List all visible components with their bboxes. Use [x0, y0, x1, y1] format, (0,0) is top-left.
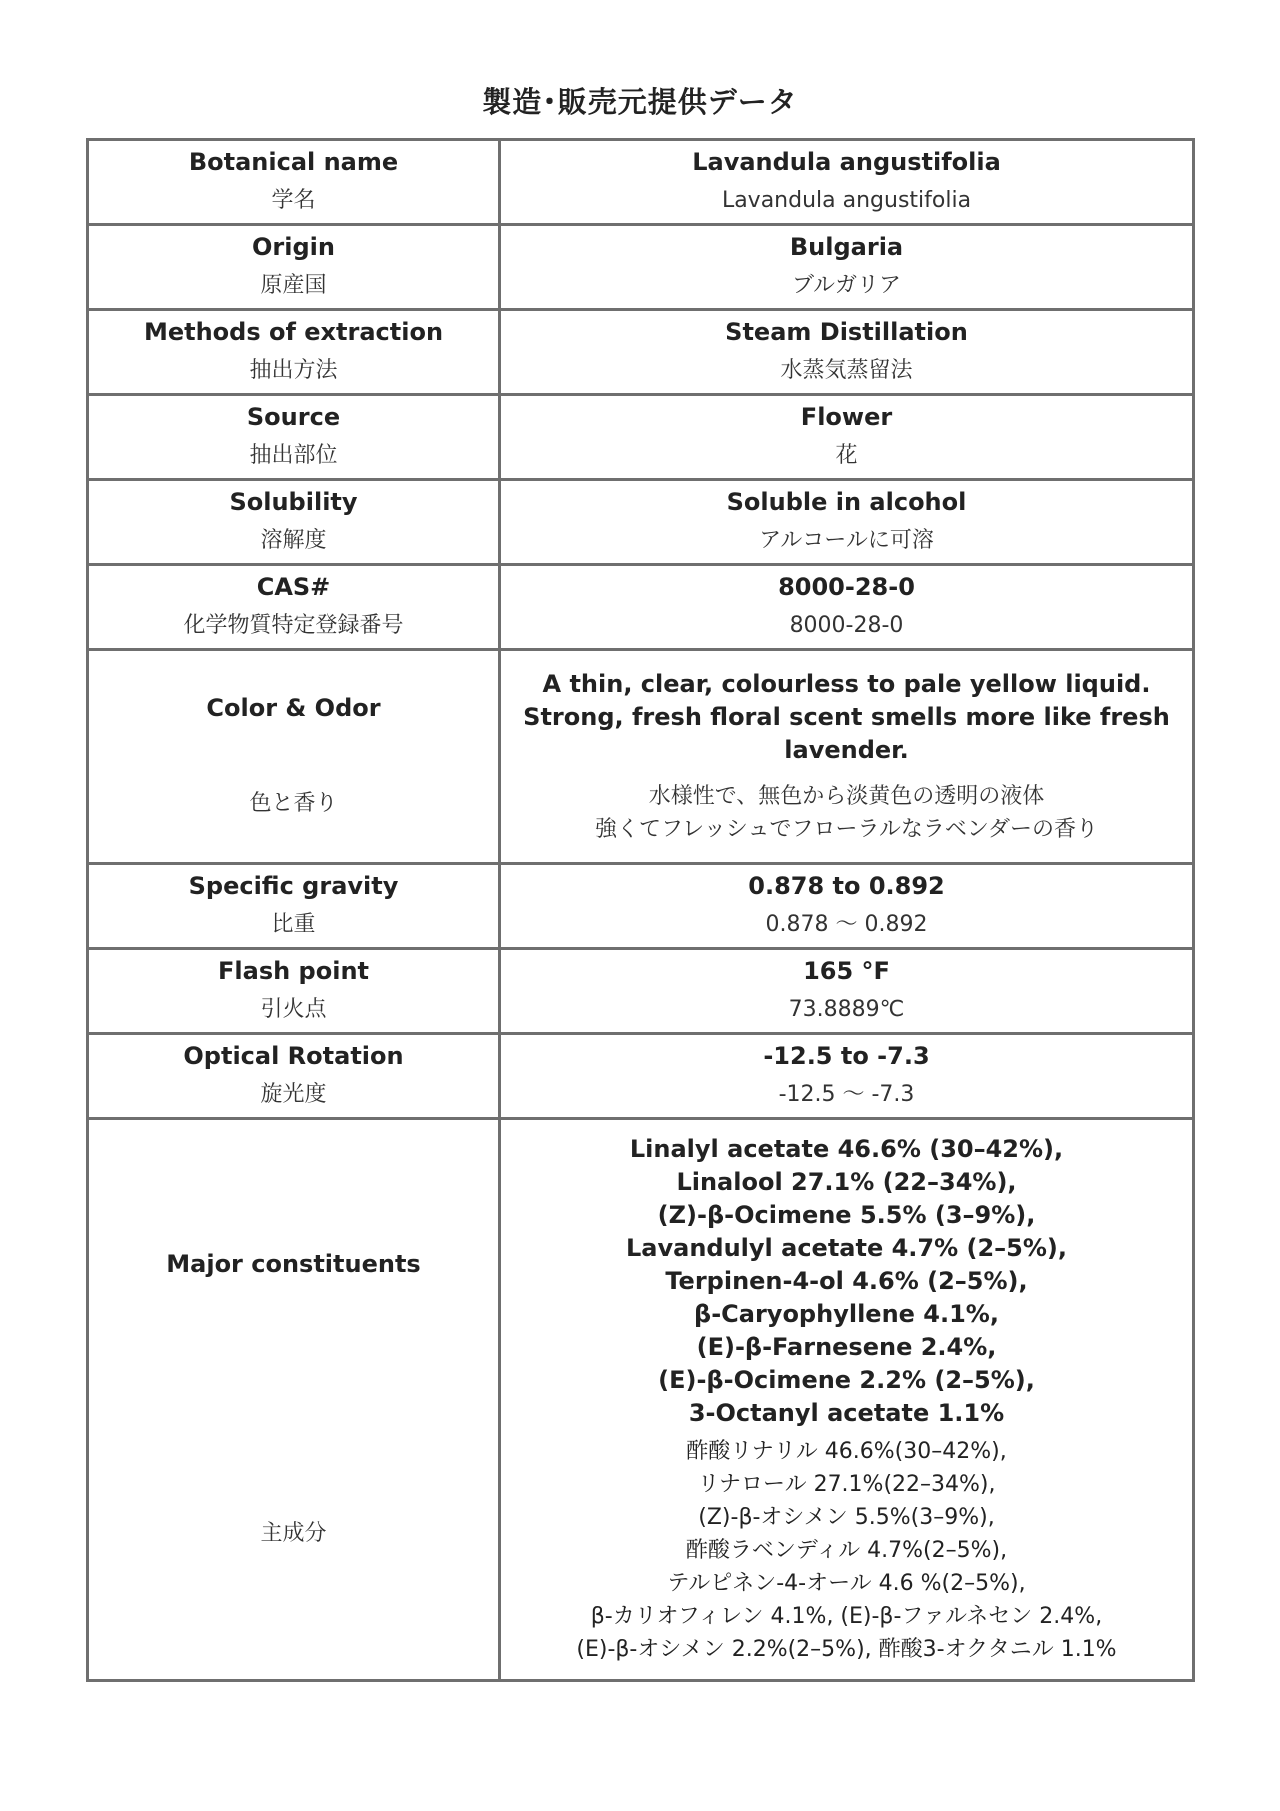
value-en: 0.878 to 0.892: [748, 872, 945, 900]
value-ja: 73.8889℃: [788, 997, 905, 1022]
label-ja: 溶解度: [260, 528, 327, 553]
constituents-en: [626, 1133, 1067, 1430]
label-en: Major constituents: [166, 1250, 421, 1279]
label-en: Source: [246, 403, 341, 431]
text-line: Strong, fresh floral scent smells more like fresh: [523, 702, 1170, 731]
value-cell: [501, 481, 1192, 566]
value-cell: [501, 396, 1192, 481]
label-cell: [89, 950, 501, 1035]
color-odor-ja: [595, 780, 1098, 846]
text-line: 強くてフレッシュでフローラルなラベンダーの香り: [595, 816, 1098, 842]
label-cell: [89, 865, 501, 950]
label-ja: 学名: [271, 188, 316, 213]
label-cell: [89, 226, 501, 311]
label-cell: [89, 396, 501, 481]
value-en: 8000-28-0: [778, 573, 915, 601]
label-en: Flash point: [218, 957, 369, 985]
text-line: テルピネン-4-オール 4.6 %(2–5%),: [667, 1571, 1026, 1597]
text-line: β-カリオフィレン 4.1%, (E)-β-ファルネセン 2.4%,: [590, 1604, 1103, 1630]
label-en: CAS#: [256, 573, 331, 601]
text-line: (E)-β-Ocimene 2.2% (2–5%),: [658, 1365, 1035, 1394]
text-line: A thin, clear, colourless to pale yellow liquid.: [542, 669, 1151, 698]
label-en: Optical Rotation: [183, 1042, 404, 1070]
label-en: Specific gravity: [188, 872, 399, 900]
value-en: Steam Distillation: [725, 318, 968, 346]
text-line: 水様性で、無色から淡黄色の透明の液体: [648, 783, 1045, 809]
text-line: Lavandulyl acetate 4.7% (2–5%),: [625, 1233, 1068, 1262]
label-en: Color & Odor: [206, 694, 381, 723]
value-en: Lavandula angustifolia: [692, 148, 1001, 176]
label-en: Solubility: [229, 488, 358, 516]
label-cell: [89, 141, 501, 226]
label-ja: 化学物質特定登録番号: [183, 613, 404, 638]
label-ja: 比重: [271, 912, 316, 937]
label-ja: 色と香り: [249, 790, 338, 816]
value-ja: ブルガリア: [791, 273, 902, 298]
value-cell: [501, 1120, 1192, 1679]
value-ja: Lavandula angustifolia: [721, 188, 972, 213]
value-en: Bulgaria: [789, 233, 904, 261]
value-cell: [501, 651, 1192, 865]
label-cell: [89, 651, 501, 865]
value-cell: [501, 141, 1192, 226]
label-cell: [89, 311, 501, 396]
text-line: (E)-β-オシメン 2.2%(2–5%), 酢酸3-オクタニル 1.1%: [576, 1637, 1117, 1663]
label-en: Botanical name: [188, 148, 399, 176]
label-ja: 引火点: [260, 997, 327, 1022]
data-table: [86, 138, 1195, 1682]
text-line: lavender.: [784, 735, 909, 764]
label-ja: 旋光度: [260, 1082, 327, 1107]
label-en: Methods of extraction: [143, 318, 444, 346]
text-line: Linalool 27.1% (22–34%),: [676, 1167, 1017, 1196]
text-line: 酢酸リナリル 46.6%(30–42%),: [686, 1439, 1007, 1465]
text-line: 酢酸ラベンディル 4.7%(2–5%),: [685, 1538, 1008, 1564]
value-cell: [501, 865, 1192, 950]
value-ja: 0.878 ～ 0.892: [765, 912, 928, 937]
label-cell: [89, 481, 501, 566]
text-line: β-Caryophyllene 4.1%,: [694, 1299, 999, 1328]
label-ja: 原産国: [260, 273, 327, 298]
value-ja: 水蒸気蒸留法: [780, 358, 913, 383]
value-cell: [501, 950, 1192, 1035]
value-ja: -12.5 ～ -7.3: [778, 1082, 915, 1107]
text-line: Terpinen-4-ol 4.6% (2–5%),: [665, 1266, 1028, 1295]
text-line: リナロール 27.1%(22–34%),: [697, 1472, 996, 1498]
constituents-ja: [576, 1435, 1116, 1666]
value-cell: [501, 226, 1192, 311]
value-cell: [501, 566, 1192, 651]
label-cell: [89, 566, 501, 651]
text-line: (Z)-β-Ocimene 5.5% (3–9%),: [657, 1200, 1036, 1229]
text-line: Linalyl acetate 46.6% (30–42%),: [629, 1134, 1064, 1163]
value-ja: 8000-28-0: [789, 613, 904, 638]
value-cell: [501, 311, 1192, 396]
label-ja: 抽出方法: [249, 358, 338, 383]
text-line: 3-Octanyl acetate 1.1%: [688, 1398, 1005, 1427]
value-en: Soluble in alcohol: [726, 488, 967, 516]
value-ja: 花: [835, 443, 858, 468]
value-en: Flower: [800, 403, 893, 431]
label-ja: 主成分: [260, 1520, 327, 1546]
label-cell: [89, 1035, 501, 1120]
label-ja: 抽出部位: [249, 443, 338, 468]
label-en: Origin: [252, 233, 335, 261]
value-en: -12.5 to -7.3: [763, 1042, 930, 1070]
page-title: 製造･販売元提供データ: [482, 85, 798, 119]
color-odor-en: [523, 668, 1170, 767]
value-ja: アルコールに可溶: [759, 528, 934, 553]
value-cell: [501, 1035, 1192, 1120]
text-line: (Z)-β-オシメン 5.5%(3–9%),: [698, 1505, 995, 1531]
label-cell: [89, 1120, 501, 1679]
text-line: (E)-β-Farnesene 2.4%,: [696, 1332, 997, 1361]
value-en: 165 °F: [803, 957, 890, 985]
